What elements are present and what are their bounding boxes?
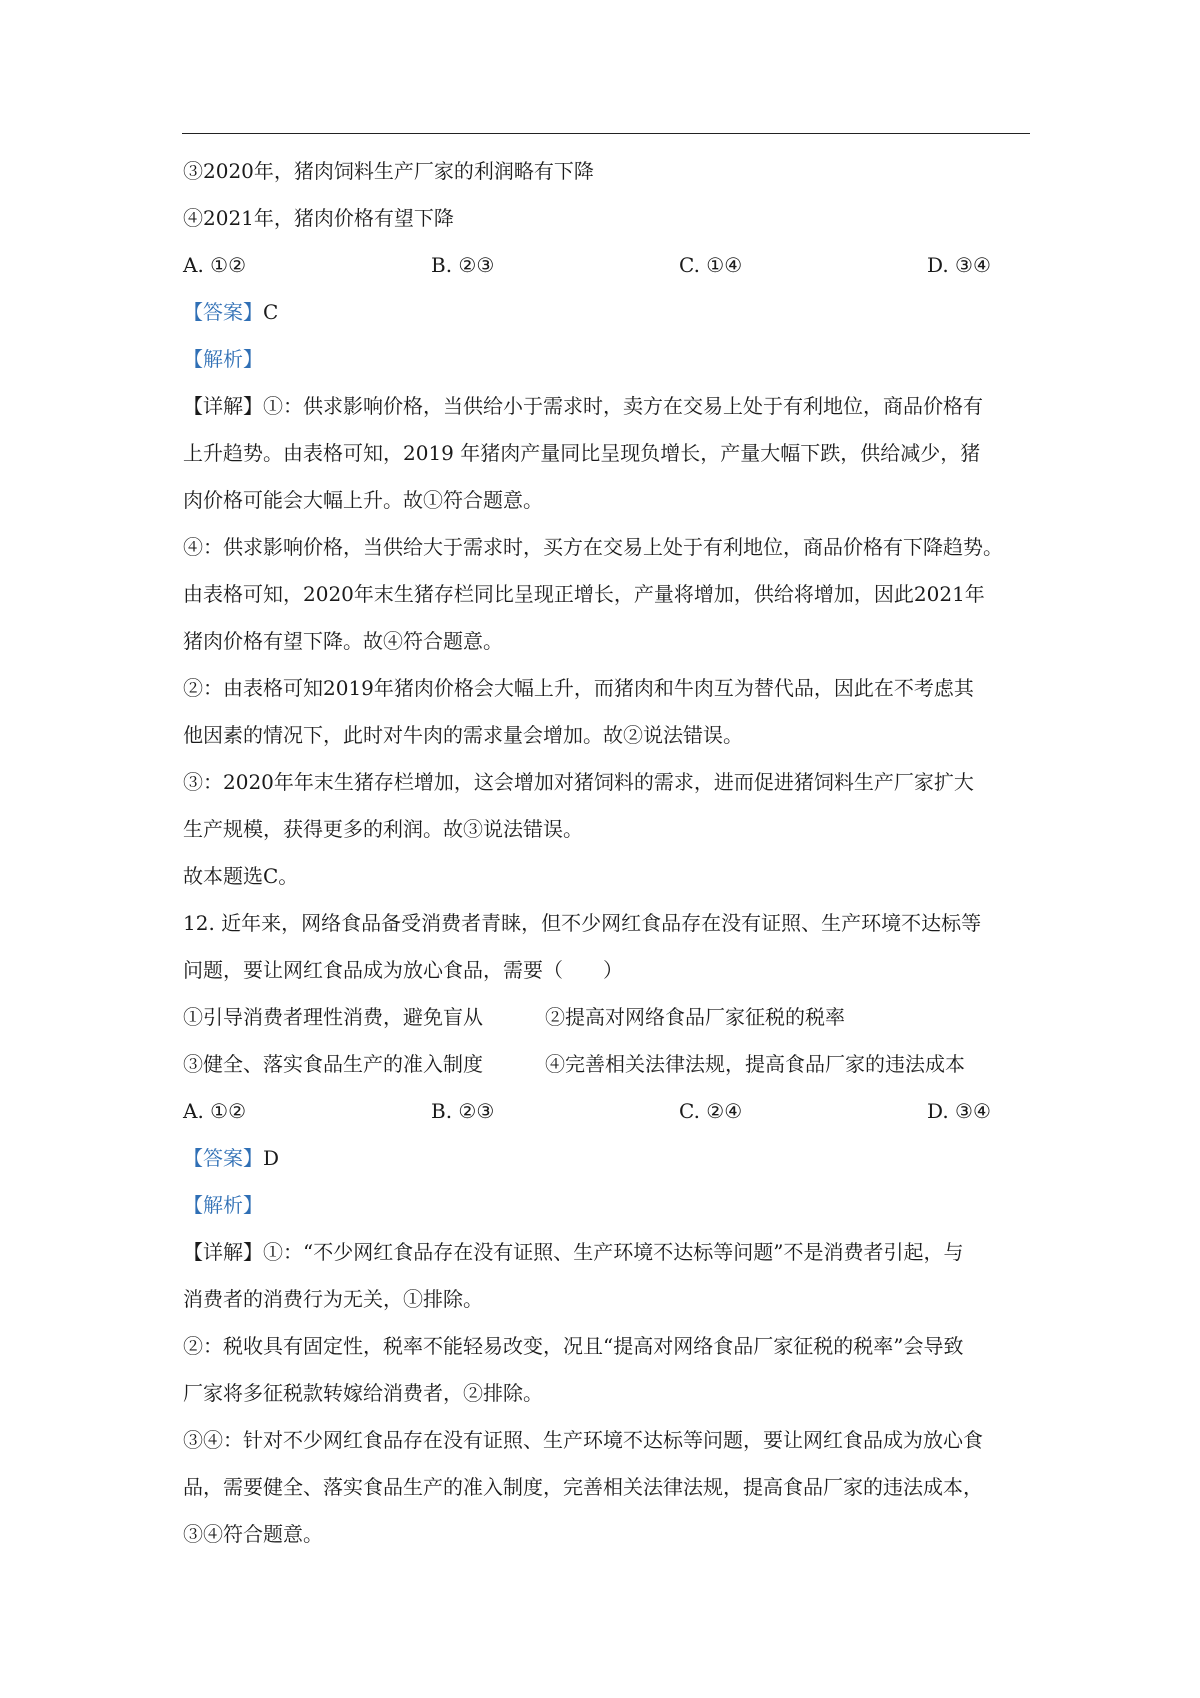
q11-statement-3: ③2020年，猪肉饲料生产厂家的利润略有下降 bbox=[183, 159, 594, 183]
q11-options bbox=[183, 242, 1031, 289]
q12-detail-line: ③④：针对不少网红食品存在没有证照、生产环境不达标等问题，要让网红食品成为放心食 bbox=[183, 1428, 983, 1452]
q12-option-a: A. ①② bbox=[183, 1099, 247, 1123]
q11-conclusion: 故本题选C。 bbox=[183, 864, 299, 888]
q11-option-b: B. ②③ bbox=[431, 253, 495, 277]
q11-statement-4: ④2021年，猪肉价格有望下降 bbox=[183, 206, 454, 230]
analysis-tag: 【解析】 bbox=[183, 1193, 263, 1217]
q12-statement-2: ②提高对网络食品厂家征税的税率 bbox=[545, 1005, 845, 1029]
detail-text: ①：“不少网红食品存在没有证照、生产环境不达标等问题”不是消费者引起，与 bbox=[263, 1240, 964, 1264]
q12-question-line: 问题，要让网红食品成为放心食品，需要（ ） bbox=[183, 958, 623, 982]
q11-detail-line: ④：供求影响价格，当供给大于需求时，买方在交易上处于有利地位，商品价格有下降趋势。 bbox=[183, 535, 1003, 559]
answer-tag: 【答案】 bbox=[183, 1146, 263, 1170]
q11-detail-line: 生产规模，获得更多的利润。故③说法错误。 bbox=[183, 817, 583, 841]
q11-answer bbox=[183, 289, 1031, 336]
q11-detail-line: 他因素的情况下，此时对牛肉的需求量会增加。故②说法错误。 bbox=[183, 723, 743, 747]
q11-detail-line: 上升趋势。由表格可知，2019 年猪肉产量同比呈现负增长，产量大幅下跌，供给减少，猪 bbox=[183, 441, 981, 465]
q12-detail-line: 消费者的消费行为无关，①排除。 bbox=[183, 1287, 483, 1311]
q11-detail-line: ③：2020年年末生猪存栏增加，这会增加对猪饲料的需求，进而促进猪饲料生产厂家扩大 bbox=[183, 770, 974, 794]
q12-detail-line bbox=[183, 1229, 1031, 1276]
analysis-tag: 【解析】 bbox=[183, 347, 263, 371]
q12-detail-line: 品，需要健全、落实食品生产的准入制度，完善相关法律法规，提高食品厂家的违法成本， bbox=[183, 1475, 983, 1499]
q11-detail-line bbox=[183, 383, 1031, 430]
q12-option-c: C. ②④ bbox=[679, 1099, 743, 1123]
header-rule bbox=[182, 133, 1030, 134]
q11-option-d: D. ③④ bbox=[927, 253, 991, 277]
document-body bbox=[183, 148, 1031, 1558]
q11-detail-line: 猪肉价格有望下降。故④符合题意。 bbox=[183, 629, 503, 653]
q12-statements-row bbox=[183, 994, 1031, 1041]
q12-options bbox=[183, 1088, 1031, 1135]
answer-value: C bbox=[263, 300, 279, 324]
q12-statement-1: ①引导消费者理性消费，避免盲从 bbox=[183, 1005, 483, 1029]
answer-tag: 【答案】 bbox=[183, 300, 263, 324]
detail-tag: 【详解】 bbox=[183, 394, 263, 418]
q11-option-a: A. ①② bbox=[183, 253, 247, 277]
q11-analysis bbox=[183, 336, 1031, 383]
q11-option-c: C. ①④ bbox=[679, 253, 743, 277]
q12-detail-line: ②：税收具有固定性，税率不能轻易改变，况且“提高对网络食品厂家征税的税率”会导致 bbox=[183, 1334, 964, 1358]
detail-text: ①：供求影响价格，当供给小于需求时，卖方在交易上处于有利地位，商品价格有 bbox=[263, 394, 983, 418]
q12-option-d: D. ③④ bbox=[927, 1099, 991, 1123]
q12-detail-line: ③④符合题意。 bbox=[183, 1522, 323, 1546]
q12-answer bbox=[183, 1135, 1031, 1182]
q11-detail-line: 由表格可知，2020年末生猪存栏同比呈现正增长，产量将增加，供给将增加，因此2021年 bbox=[183, 582, 985, 606]
q12-analysis bbox=[183, 1182, 1031, 1229]
q12-statement-4: ④完善相关法律法规，提高食品厂家的违法成本 bbox=[545, 1052, 965, 1076]
q12-statement-3: ③健全、落实食品生产的准入制度 bbox=[183, 1052, 483, 1076]
q12-detail-line: 厂家将多征税款转嫁给消费者，②排除。 bbox=[183, 1381, 543, 1405]
q12-option-b: B. ②③ bbox=[431, 1099, 495, 1123]
q12-statements-row bbox=[183, 1041, 1031, 1088]
q11-detail-line: ②：由表格可知2019年猪肉价格会大幅上升，而猪肉和牛肉互为替代品，因此在不考虑其 bbox=[183, 676, 974, 700]
detail-tag: 【详解】 bbox=[183, 1240, 263, 1264]
q11-detail-line: 肉价格可能会大幅上升。故①符合题意。 bbox=[183, 488, 543, 512]
q12-question-line: 12. 近年来，网络食品备受消费者青睐，但不少网红食品存在没有证照、生产环境不达标等 bbox=[183, 911, 982, 935]
answer-value: D bbox=[263, 1146, 280, 1170]
